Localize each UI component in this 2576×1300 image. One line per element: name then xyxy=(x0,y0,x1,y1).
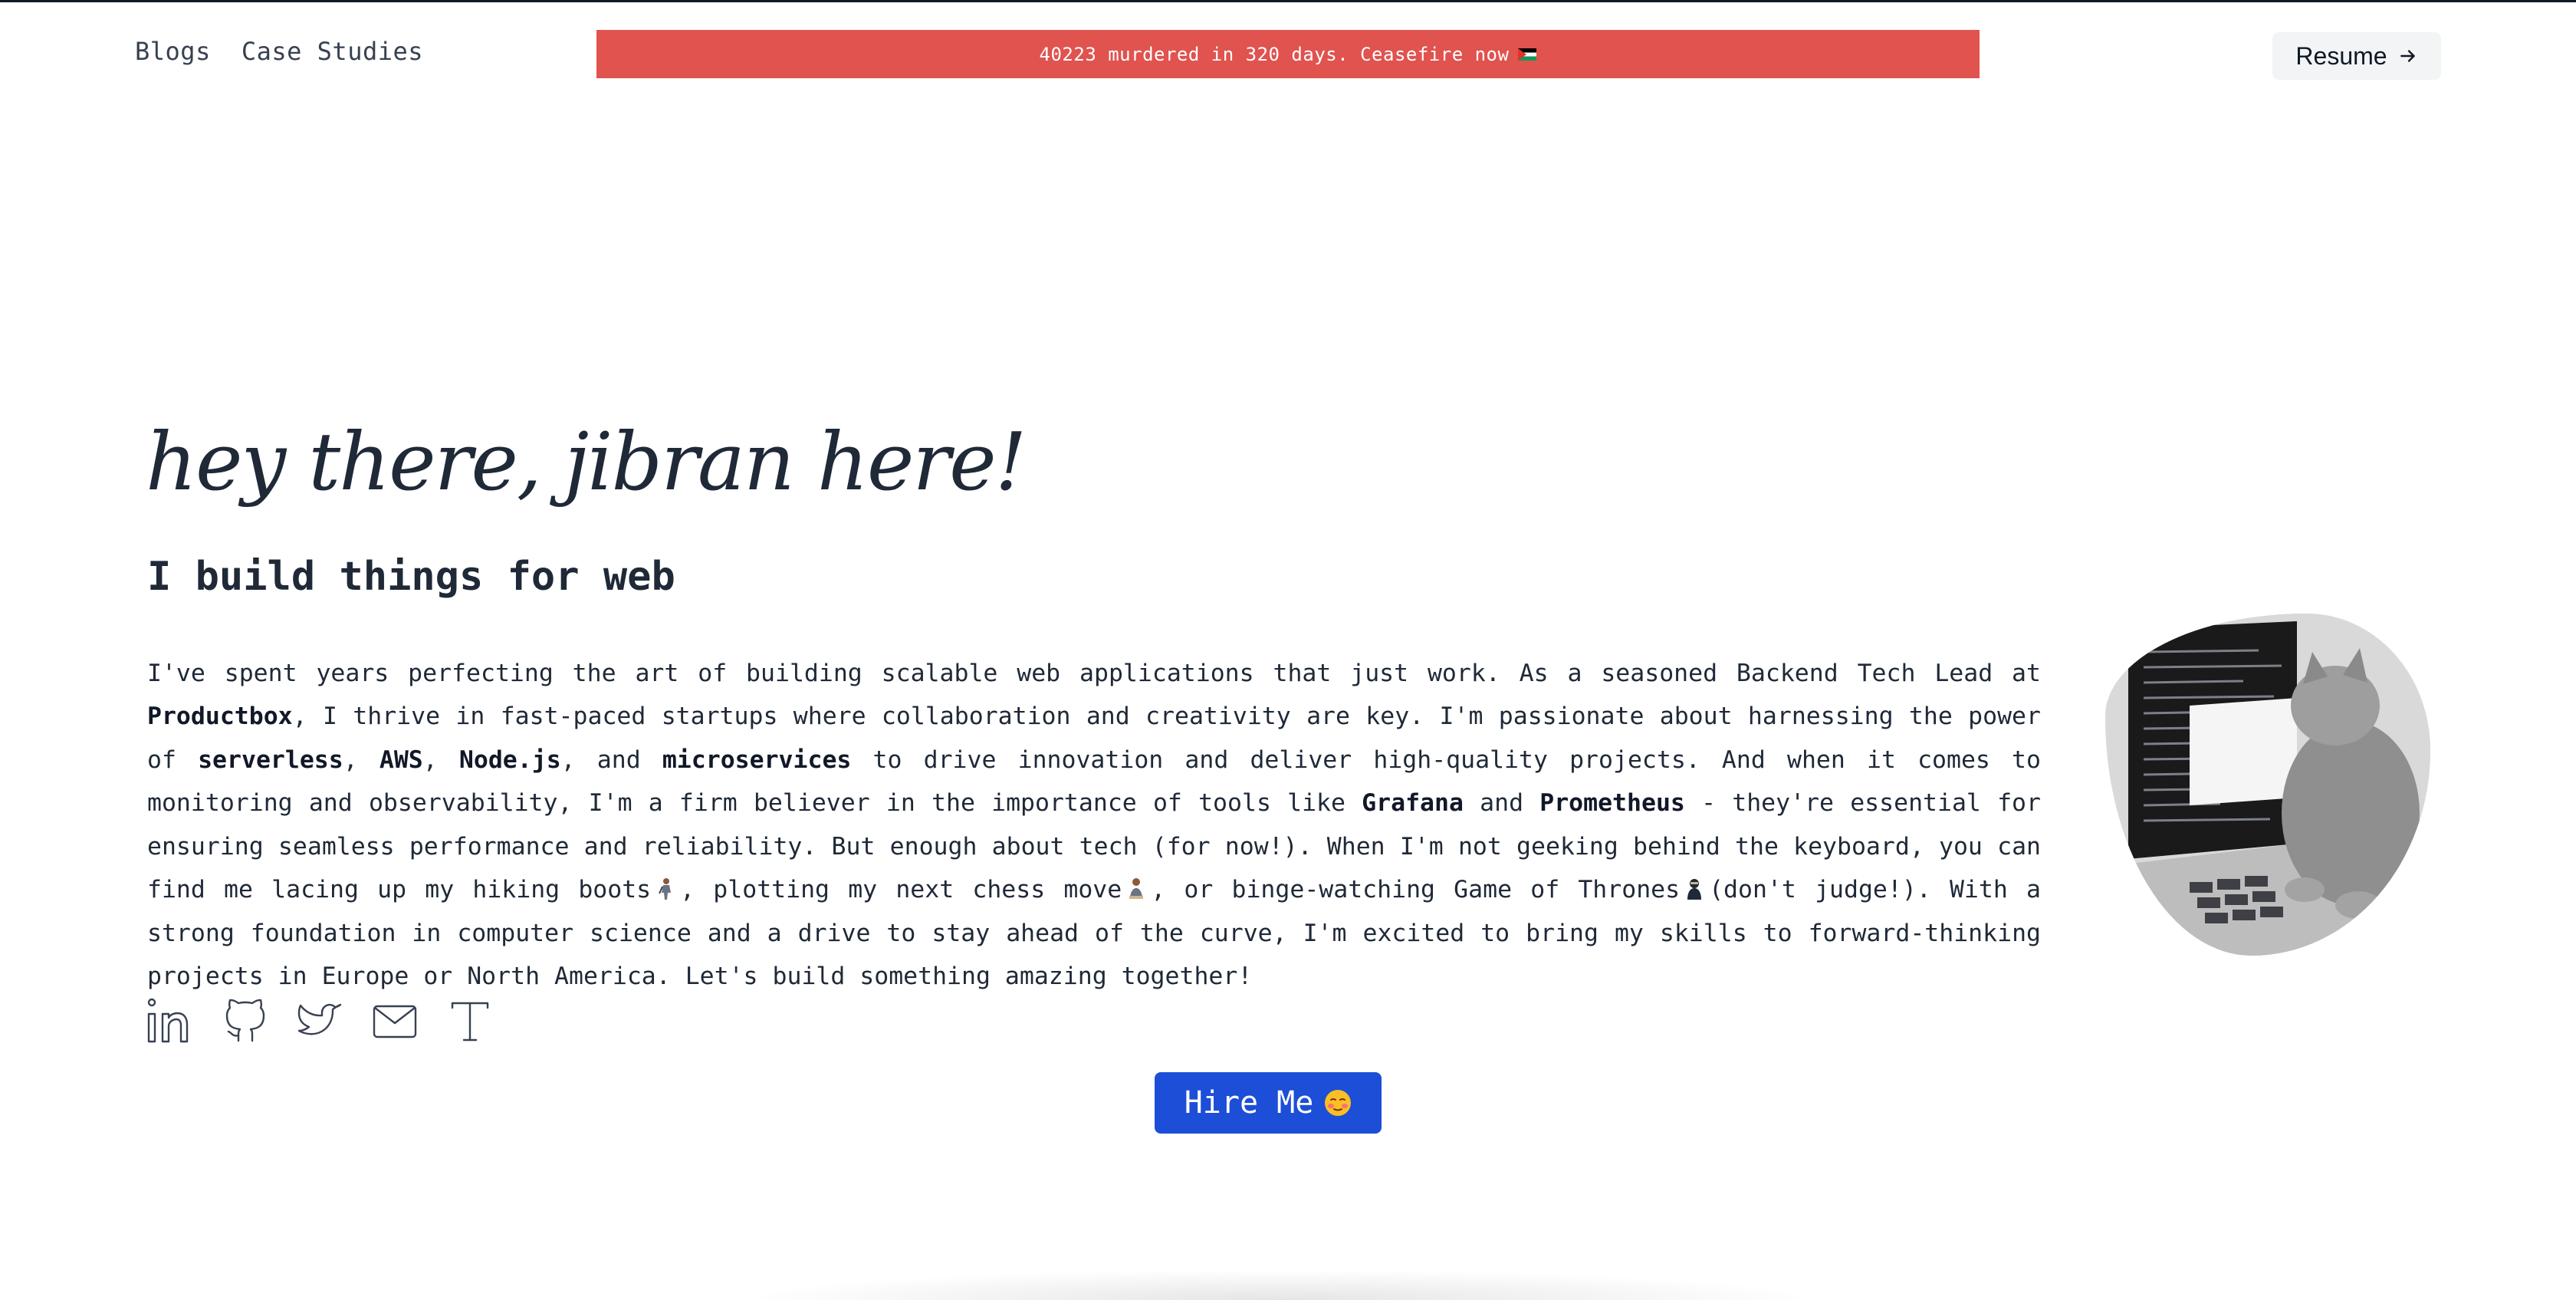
bio-tech-microservices: microservices xyxy=(662,745,852,774)
bio-text: , xyxy=(343,745,380,774)
bio-text: and xyxy=(1463,789,1540,817)
ninja-emoji-icon xyxy=(1684,877,1704,900)
social-links xyxy=(146,997,494,1045)
hire-me-button[interactable] xyxy=(1155,1072,1382,1134)
cat-on-laptop-image xyxy=(2105,614,2430,956)
hiker-emoji-icon xyxy=(656,877,675,900)
bio-tool-grafana: Grafana xyxy=(1362,789,1464,817)
github-icon[interactable] xyxy=(221,997,268,1045)
arrow-right-icon xyxy=(2398,46,2418,66)
bio-text: , or binge-watching Game of Thrones xyxy=(1151,876,1681,903)
nav-blogs-link[interactable]: Blogs xyxy=(135,37,211,66)
face-emoji-icon xyxy=(1324,1089,1352,1117)
mail-icon[interactable] xyxy=(371,997,419,1045)
text-t-icon[interactable] xyxy=(446,997,494,1045)
twitter-icon[interactable] xyxy=(296,997,343,1045)
bio-company: Productbox xyxy=(147,703,293,730)
ceasefire-banner[interactable] xyxy=(596,30,1980,78)
tagline: I build things for web xyxy=(147,554,675,600)
bio-text: to drive innovation and deliver high-quality projects. And when it comes to monitoring and observability, I'm a firm believer in the importance of tools like xyxy=(147,745,2041,817)
top-nav xyxy=(135,37,423,66)
banner-text: 40223 murdered in 320 days. Ceasefire now xyxy=(1039,43,1510,65)
bio-paragraph xyxy=(147,652,2041,999)
top-border xyxy=(0,0,2576,2)
hire-me-label: Hire Me xyxy=(1184,1085,1314,1121)
bio-text: , plotting my next chess move xyxy=(680,876,1122,903)
bio-tech-aws: AWS xyxy=(379,745,423,774)
bio-text: , and xyxy=(560,745,662,774)
bio-text: - they're essential for ensuring seamless performance and reliability. But enough about tech (for now!). When I'm not geeking behind the keyboard, you can find me lacing up my hiking boots xyxy=(147,789,2041,903)
bio-tech-nodejs: Node.js xyxy=(458,745,561,774)
greeting-heading: hey there, jibran here! xyxy=(146,415,1026,508)
palestine-flag-icon xyxy=(1518,48,1536,61)
bio-tech-serverless: serverless xyxy=(198,745,343,774)
resume-label: Resume xyxy=(2295,41,2387,70)
bio-tool-prometheus: Prometheus xyxy=(1539,789,1685,817)
nav-case-studies-link[interactable]: Case Studies xyxy=(241,37,424,66)
linkedin-icon[interactable] xyxy=(146,997,193,1045)
bio-text: , xyxy=(422,745,459,774)
section-shadow xyxy=(736,1269,1825,1300)
bio-text: (don't judge!). With a strong foundation in computer science and a drive to stay ahead of the curve, I'm excited to bring my skills to forward-thinking projects in Europe or North America. Let's build something amazing together! xyxy=(147,876,2041,990)
resume-button[interactable] xyxy=(2272,32,2441,80)
bio-text: , I thrive in fast-paced startups where collaboration and creativity are key. I'm passionate about harnessing the power of xyxy=(147,703,2041,774)
bio-text: I've spent years perfecting the art of building scalable web applications that just work. As a seasoned Backend Tech Lead at xyxy=(147,659,2041,687)
chess-player-emoji-icon xyxy=(1126,877,1146,900)
